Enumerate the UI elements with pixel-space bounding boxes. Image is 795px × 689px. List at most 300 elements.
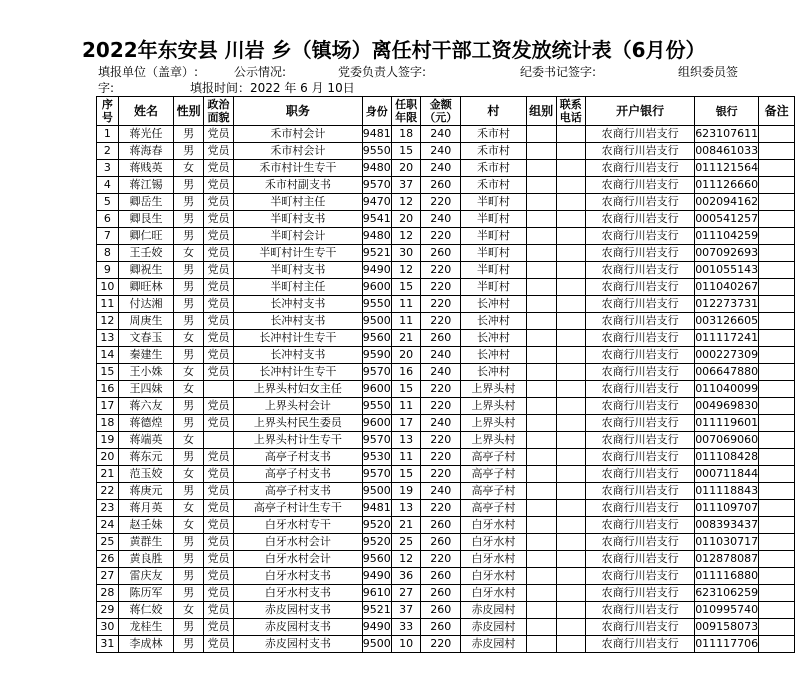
cell-seq: 20 bbox=[97, 449, 119, 466]
cell-bank: 农商行川岩支行 bbox=[586, 585, 695, 602]
cell-phone bbox=[556, 177, 586, 194]
cell-account: 009158073 bbox=[695, 619, 759, 636]
cell-name: 蒋端英 bbox=[118, 432, 173, 449]
cell-years: 12 bbox=[391, 262, 421, 279]
cell-id: 9550 bbox=[362, 296, 391, 313]
cell-years: 21 bbox=[391, 517, 421, 534]
cell-group bbox=[526, 143, 556, 160]
cell-bank: 农商行川岩支行 bbox=[586, 364, 695, 381]
cell-position: 长冲村计生专干 bbox=[233, 364, 362, 381]
cell-bank: 农商行川岩支行 bbox=[586, 500, 695, 517]
cell-name: 龙桂生 bbox=[118, 619, 173, 636]
cell-account: 012273731 bbox=[695, 296, 759, 313]
cell-politics: 党员 bbox=[204, 500, 234, 517]
cell-amount: 240 bbox=[421, 347, 461, 364]
cell-bank: 农商行川岩支行 bbox=[586, 313, 695, 330]
cell-bank: 农商行川岩支行 bbox=[586, 534, 695, 551]
cell-group bbox=[526, 602, 556, 619]
cell-phone bbox=[556, 483, 586, 500]
cell-name: 黄群生 bbox=[118, 534, 173, 551]
cell-bank: 农商行川岩支行 bbox=[586, 194, 695, 211]
header-account: 银行 bbox=[695, 97, 759, 126]
cell-group bbox=[526, 228, 556, 245]
cell-group bbox=[526, 364, 556, 381]
cell-note bbox=[759, 568, 795, 585]
header-group: 组别 bbox=[526, 97, 556, 126]
cell-id: 9481 bbox=[362, 126, 391, 143]
cell-account: 011030717 bbox=[695, 534, 759, 551]
table-row bbox=[97, 602, 795, 619]
cell-position: 白牙水村支书 bbox=[233, 585, 362, 602]
cell-seq: 8 bbox=[97, 245, 119, 262]
cell-id: 9600 bbox=[362, 381, 391, 398]
table-row bbox=[97, 432, 795, 449]
cell-village: 上界头村 bbox=[461, 415, 526, 432]
cell-village: 上界头村 bbox=[461, 381, 526, 398]
cell-group bbox=[526, 279, 556, 296]
cell-account: 010995740 bbox=[695, 602, 759, 619]
party-label: 党委负责人签字: bbox=[338, 65, 427, 79]
cell-name: 蒋光任 bbox=[118, 126, 173, 143]
cell-gender: 男 bbox=[174, 194, 204, 211]
unit-label: 填报单位（盖章）: bbox=[98, 65, 199, 79]
cell-politics: 党员 bbox=[204, 262, 234, 279]
cell-account: 011117241 bbox=[695, 330, 759, 347]
table-row bbox=[97, 585, 795, 602]
cell-position: 禾市村副支书 bbox=[233, 177, 362, 194]
cell-note bbox=[759, 483, 795, 500]
cell-years: 30 bbox=[391, 245, 421, 262]
table-row bbox=[97, 347, 795, 364]
cell-group bbox=[526, 585, 556, 602]
cell-bank: 农商行川岩支行 bbox=[586, 551, 695, 568]
cell-phone bbox=[556, 585, 586, 602]
cell-phone bbox=[556, 160, 586, 177]
cell-amount: 260 bbox=[421, 602, 461, 619]
cell-note bbox=[759, 262, 795, 279]
cell-position: 赤皮园村支书 bbox=[233, 636, 362, 653]
cell-bank: 农商行川岩支行 bbox=[586, 126, 695, 143]
cell-seq: 3 bbox=[97, 160, 119, 177]
table-row bbox=[97, 381, 795, 398]
cell-id: 9520 bbox=[362, 517, 391, 534]
cell-amount: 260 bbox=[421, 568, 461, 585]
cell-years: 15 bbox=[391, 143, 421, 160]
org-label: 组织委员签 bbox=[678, 65, 739, 79]
cell-gender: 男 bbox=[174, 279, 204, 296]
cell-name: 王小姝 bbox=[118, 364, 173, 381]
cell-id: 9490 bbox=[362, 262, 391, 279]
cell-seq: 31 bbox=[97, 636, 119, 653]
cell-account: 004969830 bbox=[695, 398, 759, 415]
cell-seq: 9 bbox=[97, 262, 119, 279]
cell-phone bbox=[556, 347, 586, 364]
cell-group bbox=[526, 619, 556, 636]
cell-bank: 农商行川岩支行 bbox=[586, 160, 695, 177]
cell-years: 15 bbox=[391, 466, 421, 483]
cell-account: 012878087 bbox=[695, 551, 759, 568]
cell-gender: 女 bbox=[174, 245, 204, 262]
cell-bank: 农商行川岩支行 bbox=[586, 228, 695, 245]
cell-phone bbox=[556, 398, 586, 415]
cell-gender: 男 bbox=[174, 228, 204, 245]
cell-position: 半町村支书 bbox=[233, 211, 362, 228]
cell-id: 9600 bbox=[362, 279, 391, 296]
cell-position: 赤皮园村支书 bbox=[233, 619, 362, 636]
cell-years: 33 bbox=[391, 619, 421, 636]
table-row bbox=[97, 534, 795, 551]
cell-years: 12 bbox=[391, 228, 421, 245]
salary-table bbox=[96, 96, 795, 653]
cell-name: 卿祝生 bbox=[118, 262, 173, 279]
cell-amount: 220 bbox=[421, 313, 461, 330]
cell-amount: 220 bbox=[421, 500, 461, 517]
cell-gender: 女 bbox=[174, 160, 204, 177]
cell-id: 9570 bbox=[362, 432, 391, 449]
cell-politics: 党员 bbox=[204, 585, 234, 602]
cell-politics: 党员 bbox=[204, 619, 234, 636]
cell-amount: 220 bbox=[421, 279, 461, 296]
cell-note bbox=[759, 619, 795, 636]
cell-account: 011108428 bbox=[695, 449, 759, 466]
cell-name: 卿岳生 bbox=[118, 194, 173, 211]
cell-group bbox=[526, 211, 556, 228]
table-row bbox=[97, 279, 795, 296]
cell-group bbox=[526, 517, 556, 534]
cell-gender: 女 bbox=[174, 364, 204, 381]
cell-seq: 12 bbox=[97, 313, 119, 330]
cell-gender: 男 bbox=[174, 415, 204, 432]
cell-position: 高亭子村计生专干 bbox=[233, 500, 362, 517]
cell-note bbox=[759, 551, 795, 568]
cell-amount: 240 bbox=[421, 364, 461, 381]
cell-politics: 党员 bbox=[204, 483, 234, 500]
cell-phone bbox=[556, 466, 586, 483]
cell-village: 高亭子村 bbox=[461, 500, 526, 517]
cell-years: 19 bbox=[391, 483, 421, 500]
cell-village: 半町村 bbox=[461, 194, 526, 211]
cell-name: 蒋月英 bbox=[118, 500, 173, 517]
cell-years: 15 bbox=[391, 279, 421, 296]
cell-amount: 220 bbox=[421, 449, 461, 466]
cell-village: 上界头村 bbox=[461, 398, 526, 415]
cell-account: 011118843 bbox=[695, 483, 759, 500]
cell-group bbox=[526, 194, 556, 211]
cell-account: 011119601 bbox=[695, 415, 759, 432]
cell-village: 赤皮园村 bbox=[461, 636, 526, 653]
cell-account: 011104259 bbox=[695, 228, 759, 245]
cell-phone bbox=[556, 126, 586, 143]
cell-phone bbox=[556, 194, 586, 211]
cell-account: 006647880 bbox=[695, 364, 759, 381]
cell-village: 半町村 bbox=[461, 262, 526, 279]
cell-seq: 19 bbox=[97, 432, 119, 449]
cell-gender: 女 bbox=[174, 602, 204, 619]
cell-years: 11 bbox=[391, 449, 421, 466]
cell-group bbox=[526, 398, 556, 415]
cell-bank: 农商行川岩支行 bbox=[586, 483, 695, 500]
cell-group bbox=[526, 347, 556, 364]
cell-note bbox=[759, 398, 795, 415]
cell-bank: 农商行川岩支行 bbox=[586, 432, 695, 449]
cell-phone bbox=[556, 602, 586, 619]
cell-bank: 农商行川岩支行 bbox=[586, 347, 695, 364]
cell-politics: 党员 bbox=[204, 330, 234, 347]
cell-amount: 220 bbox=[421, 194, 461, 211]
cell-seq: 26 bbox=[97, 551, 119, 568]
cell-gender: 男 bbox=[174, 636, 204, 653]
cell-id: 9500 bbox=[362, 636, 391, 653]
cell-group bbox=[526, 381, 556, 398]
cell-id: 9570 bbox=[362, 364, 391, 381]
cell-group bbox=[526, 177, 556, 194]
cell-group bbox=[526, 483, 556, 500]
document-title: 2022年东安县 川岩 乡（镇场）离任村干部工资发放统计表（6月份） bbox=[82, 38, 706, 62]
cell-gender: 男 bbox=[174, 619, 204, 636]
cell-amount: 220 bbox=[421, 296, 461, 313]
cell-bank: 农商行川岩支行 bbox=[586, 449, 695, 466]
cell-note bbox=[759, 143, 795, 160]
cell-bank: 农商行川岩支行 bbox=[586, 636, 695, 653]
cell-gender: 男 bbox=[174, 313, 204, 330]
cell-name: 卿艮生 bbox=[118, 211, 173, 228]
table-row bbox=[97, 415, 795, 432]
cell-gender: 男 bbox=[174, 296, 204, 313]
table-row bbox=[97, 398, 795, 415]
cell-amount: 260 bbox=[421, 177, 461, 194]
cell-note bbox=[759, 381, 795, 398]
cell-village: 高亭子村 bbox=[461, 449, 526, 466]
cell-name: 文春玉 bbox=[118, 330, 173, 347]
cell-phone bbox=[556, 211, 586, 228]
cell-phone bbox=[556, 568, 586, 585]
cell-seq: 25 bbox=[97, 534, 119, 551]
cell-years: 12 bbox=[391, 194, 421, 211]
cell-amount: 260 bbox=[421, 619, 461, 636]
cell-account: 002094162 bbox=[695, 194, 759, 211]
cell-name: 王四妹 bbox=[118, 381, 173, 398]
cell-position: 长冲村支书 bbox=[233, 313, 362, 330]
cell-position: 赤皮园村支书 bbox=[233, 602, 362, 619]
cell-account: 003126605 bbox=[695, 313, 759, 330]
cell-seq: 23 bbox=[97, 500, 119, 517]
cell-politics: 党员 bbox=[204, 636, 234, 653]
cell-gender: 男 bbox=[174, 551, 204, 568]
table-row bbox=[97, 500, 795, 517]
cell-politics: 党员 bbox=[204, 143, 234, 160]
cell-seq: 21 bbox=[97, 466, 119, 483]
cell-phone bbox=[556, 415, 586, 432]
cell-position: 上界头村会计 bbox=[233, 398, 362, 415]
cell-seq: 4 bbox=[97, 177, 119, 194]
cell-note bbox=[759, 245, 795, 262]
cell-id: 9570 bbox=[362, 466, 391, 483]
table-row bbox=[97, 262, 795, 279]
cell-note bbox=[759, 177, 795, 194]
table-row bbox=[97, 177, 795, 194]
cell-village: 白牙水村 bbox=[461, 534, 526, 551]
cell-village: 白牙水村 bbox=[461, 568, 526, 585]
cell-politics: 党员 bbox=[204, 398, 234, 415]
cell-group bbox=[526, 415, 556, 432]
cell-id: 9500 bbox=[362, 483, 391, 500]
cell-name: 雷庆友 bbox=[118, 568, 173, 585]
cell-village: 禾市村 bbox=[461, 160, 526, 177]
cell-years: 13 bbox=[391, 432, 421, 449]
cell-amount: 220 bbox=[421, 551, 461, 568]
cell-id: 9530 bbox=[362, 449, 391, 466]
cell-amount: 240 bbox=[421, 143, 461, 160]
cell-seq: 7 bbox=[97, 228, 119, 245]
cell-name: 蒋仁姣 bbox=[118, 602, 173, 619]
table-row bbox=[97, 568, 795, 585]
cell-note bbox=[759, 602, 795, 619]
cell-village: 白牙水村 bbox=[461, 585, 526, 602]
cell-position: 半町村计生专干 bbox=[233, 245, 362, 262]
cell-bank: 农商行川岩支行 bbox=[586, 211, 695, 228]
cell-note bbox=[759, 228, 795, 245]
cell-id: 9480 bbox=[362, 228, 391, 245]
cell-amount: 240 bbox=[421, 126, 461, 143]
cell-id: 9481 bbox=[362, 500, 391, 517]
cell-village: 高亭子村 bbox=[461, 466, 526, 483]
cell-position: 上界头村妇女主任 bbox=[233, 381, 362, 398]
cell-gender: 男 bbox=[174, 262, 204, 279]
cell-position: 白牙水村会计 bbox=[233, 551, 362, 568]
table-row bbox=[97, 211, 795, 228]
cell-phone bbox=[556, 279, 586, 296]
cell-years: 20 bbox=[391, 347, 421, 364]
cell-group bbox=[526, 262, 556, 279]
cell-seq: 17 bbox=[97, 398, 119, 415]
cell-note bbox=[759, 347, 795, 364]
header-phone: 联系电话 bbox=[556, 97, 586, 126]
header-note: 备注 bbox=[759, 97, 795, 126]
cell-position: 半町村支书 bbox=[233, 262, 362, 279]
cell-years: 11 bbox=[391, 296, 421, 313]
cell-politics: 党员 bbox=[204, 415, 234, 432]
cell-account: 007069060 bbox=[695, 432, 759, 449]
cell-id: 9490 bbox=[362, 568, 391, 585]
cell-phone bbox=[556, 619, 586, 636]
table-row bbox=[97, 160, 795, 177]
cell-id: 9590 bbox=[362, 347, 391, 364]
cell-gender: 女 bbox=[174, 330, 204, 347]
cell-years: 25 bbox=[391, 534, 421, 551]
cell-seq: 11 bbox=[97, 296, 119, 313]
cell-note bbox=[759, 126, 795, 143]
cell-account: 008461033 bbox=[695, 143, 759, 160]
cell-politics: 党员 bbox=[204, 296, 234, 313]
cell-name: 秦建生 bbox=[118, 347, 173, 364]
cell-politics: 党员 bbox=[204, 364, 234, 381]
cell-village: 长冲村 bbox=[461, 330, 526, 347]
cell-gender: 女 bbox=[174, 500, 204, 517]
cell-account: 011040267 bbox=[695, 279, 759, 296]
org-label-cont: 字: bbox=[98, 81, 115, 95]
cell-group bbox=[526, 160, 556, 177]
cell-amount: 260 bbox=[421, 585, 461, 602]
cell-years: 20 bbox=[391, 160, 421, 177]
cell-politics bbox=[204, 432, 234, 449]
cell-bank: 农商行川岩支行 bbox=[586, 381, 695, 398]
cell-name: 赵壬妹 bbox=[118, 517, 173, 534]
cell-id: 9570 bbox=[362, 177, 391, 194]
cell-id: 9550 bbox=[362, 398, 391, 415]
cell-bank: 农商行川岩支行 bbox=[586, 398, 695, 415]
cell-phone bbox=[556, 330, 586, 347]
cell-amount: 260 bbox=[421, 534, 461, 551]
cell-group bbox=[526, 466, 556, 483]
cell-name: 范玉姣 bbox=[118, 466, 173, 483]
cell-id: 9470 bbox=[362, 194, 391, 211]
cell-note bbox=[759, 330, 795, 347]
cell-id: 9600 bbox=[362, 415, 391, 432]
header-name: 姓名 bbox=[118, 97, 173, 126]
cell-note bbox=[759, 517, 795, 534]
cell-seq: 22 bbox=[97, 483, 119, 500]
cell-seq: 16 bbox=[97, 381, 119, 398]
cell-bank: 农商行川岩支行 bbox=[586, 619, 695, 636]
table-row bbox=[97, 483, 795, 500]
cell-position: 禾市村计生专干 bbox=[233, 160, 362, 177]
cell-account: 011116880 bbox=[695, 568, 759, 585]
cell-years: 15 bbox=[391, 381, 421, 398]
cell-village: 禾市村 bbox=[461, 126, 526, 143]
cell-id: 9490 bbox=[362, 619, 391, 636]
table-row bbox=[97, 364, 795, 381]
cell-position: 白牙水村专干 bbox=[233, 517, 362, 534]
table-row bbox=[97, 466, 795, 483]
cell-group bbox=[526, 500, 556, 517]
cell-years: 17 bbox=[391, 415, 421, 432]
cell-phone bbox=[556, 636, 586, 653]
cell-id: 9520 bbox=[362, 534, 391, 551]
cell-note bbox=[759, 160, 795, 177]
cell-village: 禾市村 bbox=[461, 143, 526, 160]
cell-gender: 男 bbox=[174, 177, 204, 194]
cell-years: 11 bbox=[391, 313, 421, 330]
cell-years: 27 bbox=[391, 585, 421, 602]
cell-id: 9541 bbox=[362, 211, 391, 228]
cell-seq: 13 bbox=[97, 330, 119, 347]
cell-seq: 14 bbox=[97, 347, 119, 364]
cell-amount: 260 bbox=[421, 245, 461, 262]
table-row bbox=[97, 517, 795, 534]
cell-bank: 农商行川岩支行 bbox=[586, 245, 695, 262]
cell-group bbox=[526, 126, 556, 143]
cell-position: 高亭子村支书 bbox=[233, 449, 362, 466]
cell-id: 9521 bbox=[362, 602, 391, 619]
cell-village: 长冲村 bbox=[461, 313, 526, 330]
cell-group bbox=[526, 330, 556, 347]
cell-name: 王壬姣 bbox=[118, 245, 173, 262]
cell-years: 37 bbox=[391, 177, 421, 194]
cell-politics: 党员 bbox=[204, 313, 234, 330]
cell-gender: 女 bbox=[174, 381, 204, 398]
cell-politics: 党员 bbox=[204, 466, 234, 483]
cell-seq: 5 bbox=[97, 194, 119, 211]
cell-note bbox=[759, 296, 795, 313]
cell-seq: 30 bbox=[97, 619, 119, 636]
cell-note bbox=[759, 415, 795, 432]
discipline-label: 纪委书记签字: bbox=[520, 65, 597, 79]
cell-amount: 220 bbox=[421, 466, 461, 483]
cell-group bbox=[526, 245, 556, 262]
cell-position: 半町村主任 bbox=[233, 194, 362, 211]
cell-phone bbox=[556, 381, 586, 398]
cell-bank: 农商行川岩支行 bbox=[586, 262, 695, 279]
